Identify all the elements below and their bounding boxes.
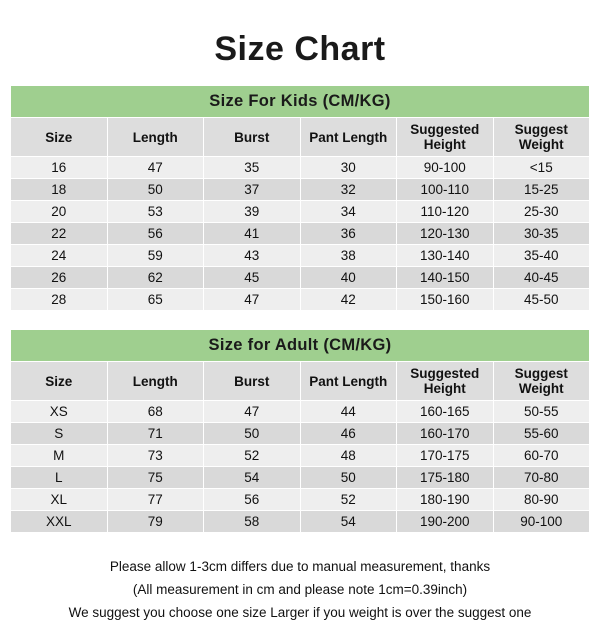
kids-col-header-suggested-height: Suggested Height <box>397 118 494 157</box>
cell-length: 62 <box>107 267 204 289</box>
cell-length: 65 <box>107 289 204 311</box>
cell-suggested-height: 140-150 <box>397 267 494 289</box>
cell-burst: 43 <box>204 245 301 267</box>
cell-length: 73 <box>107 445 204 467</box>
cell-burst: 54 <box>204 467 301 489</box>
cell-burst: 50 <box>204 423 301 445</box>
table-row <box>11 289 590 311</box>
cell-suggested-height: 100-110 <box>397 179 494 201</box>
cell-suggested-height: 160-170 <box>397 423 494 445</box>
cell-pant-length: 52 <box>300 489 397 511</box>
adult-col-header-burst: Burst <box>204 362 301 401</box>
kids-col-header-size: Size <box>11 118 108 157</box>
kids-size-table-block <box>10 85 590 311</box>
cell-length: 77 <box>107 489 204 511</box>
cell-pant-length: 42 <box>300 289 397 311</box>
table-spacer <box>0 311 600 329</box>
adult-size-table-block <box>10 329 590 533</box>
note-line-3: We suggest you choose one size Larger if you weight is over the suggest one <box>68 605 532 620</box>
cell-burst: 45 <box>204 267 301 289</box>
cell-burst: 58 <box>204 511 301 533</box>
kids-size-table <box>10 85 590 311</box>
cell-pant-length: 54 <box>300 511 397 533</box>
measurement-notes <box>0 555 600 624</box>
cell-pant-length: 50 <box>300 467 397 489</box>
cell-length: 79 <box>107 511 204 533</box>
cell-size: XS <box>11 401 108 423</box>
cell-length: 75 <box>107 467 204 489</box>
cell-burst: 39 <box>204 201 301 223</box>
cell-pant-length: 30 <box>300 157 397 179</box>
table-row <box>11 489 590 511</box>
cell-pant-length: 34 <box>300 201 397 223</box>
cell-burst: 41 <box>204 223 301 245</box>
adult-size-table <box>10 329 590 533</box>
cell-suggest-weight: 60-70 <box>493 445 590 467</box>
cell-length: 53 <box>107 201 204 223</box>
table-row <box>11 467 590 489</box>
table-row <box>11 267 590 289</box>
cell-burst: 35 <box>204 157 301 179</box>
cell-pant-length: 38 <box>300 245 397 267</box>
cell-burst: 37 <box>204 179 301 201</box>
table-row <box>11 423 590 445</box>
page-title: Size Chart <box>214 30 386 68</box>
table-row <box>11 445 590 467</box>
cell-size: L <box>11 467 108 489</box>
note-line-2: (All measurement in cm and please note 1cm=0.39inch) <box>132 582 468 597</box>
cell-suggest-weight: 25-30 <box>493 201 590 223</box>
cell-size: 20 <box>11 201 108 223</box>
cell-pant-length: 36 <box>300 223 397 245</box>
kids-col-header-suggest-weight: Suggest Weight <box>493 118 590 157</box>
cell-pant-length: 46 <box>300 423 397 445</box>
cell-suggest-weight: 40-45 <box>493 267 590 289</box>
cell-length: 59 <box>107 245 204 267</box>
cell-suggest-weight: 90-100 <box>493 511 590 533</box>
table-row <box>11 511 590 533</box>
cell-pant-length: 32 <box>300 179 397 201</box>
cell-size: XL <box>11 489 108 511</box>
adult-col-header-suggested-height: Suggested Height <box>397 362 494 401</box>
cell-burst: 47 <box>204 289 301 311</box>
adult-section-title: Size for Adult (CM/KG) <box>11 330 590 362</box>
cell-size: S <box>11 423 108 445</box>
table-row <box>11 157 590 179</box>
cell-pant-length: 44 <box>300 401 397 423</box>
table-row <box>11 201 590 223</box>
adult-column-header-row <box>11 362 590 401</box>
cell-suggest-weight: 35-40 <box>493 245 590 267</box>
cell-size: M <box>11 445 108 467</box>
cell-suggest-weight: 50-55 <box>493 401 590 423</box>
cell-suggest-weight: <15 <box>493 157 590 179</box>
cell-pant-length: 40 <box>300 267 397 289</box>
cell-pant-length: 48 <box>300 445 397 467</box>
cell-suggest-weight: 15-25 <box>493 179 590 201</box>
cell-size: 16 <box>11 157 108 179</box>
cell-suggest-weight: 55-60 <box>493 423 590 445</box>
cell-suggested-height: 150-160 <box>397 289 494 311</box>
cell-length: 71 <box>107 423 204 445</box>
cell-suggested-height: 120-130 <box>397 223 494 245</box>
kids-col-header-burst: Burst <box>204 118 301 157</box>
adult-col-header-length: Length <box>107 362 204 401</box>
cell-suggested-height: 175-180 <box>397 467 494 489</box>
kids-col-header-pant-length: Pant Length <box>300 118 397 157</box>
size-chart-page <box>0 30 600 630</box>
table-row <box>11 223 590 245</box>
adult-col-header-size: Size <box>11 362 108 401</box>
cell-size: 22 <box>11 223 108 245</box>
cell-length: 56 <box>107 223 204 245</box>
cell-suggested-height: 170-175 <box>397 445 494 467</box>
cell-suggested-height: 110-120 <box>397 201 494 223</box>
adult-col-header-suggest-weight: Suggest Weight <box>493 362 590 401</box>
adult-col-header-pant-length: Pant Length <box>300 362 397 401</box>
cell-length: 50 <box>107 179 204 201</box>
cell-length: 47 <box>107 157 204 179</box>
adult-section-header-row <box>11 330 590 362</box>
kids-section-title: Size For Kids (CM/KG) <box>11 86 590 118</box>
cell-size: 26 <box>11 267 108 289</box>
cell-size: XXL <box>11 511 108 533</box>
cell-suggested-height: 180-190 <box>397 489 494 511</box>
table-row <box>11 245 590 267</box>
cell-length: 68 <box>107 401 204 423</box>
table-row <box>11 401 590 423</box>
cell-suggested-height: 190-200 <box>397 511 494 533</box>
cell-suggest-weight: 30-35 <box>493 223 590 245</box>
cell-suggested-height: 90-100 <box>397 157 494 179</box>
cell-suggested-height: 160-165 <box>397 401 494 423</box>
cell-suggest-weight: 70-80 <box>493 467 590 489</box>
cell-size: 18 <box>11 179 108 201</box>
cell-suggest-weight: 45-50 <box>493 289 590 311</box>
kids-section-header-row <box>11 86 590 118</box>
table-row <box>11 179 590 201</box>
cell-size: 24 <box>11 245 108 267</box>
kids-col-header-length: Length <box>107 118 204 157</box>
note-line-1: Please allow 1-3cm differs due to manual measurement, thanks <box>109 559 491 574</box>
cell-burst: 56 <box>204 489 301 511</box>
cell-burst: 52 <box>204 445 301 467</box>
cell-suggest-weight: 80-90 <box>493 489 590 511</box>
cell-suggested-height: 130-140 <box>397 245 494 267</box>
kids-column-header-row <box>11 118 590 157</box>
cell-size: 28 <box>11 289 108 311</box>
cell-burst: 47 <box>204 401 301 423</box>
